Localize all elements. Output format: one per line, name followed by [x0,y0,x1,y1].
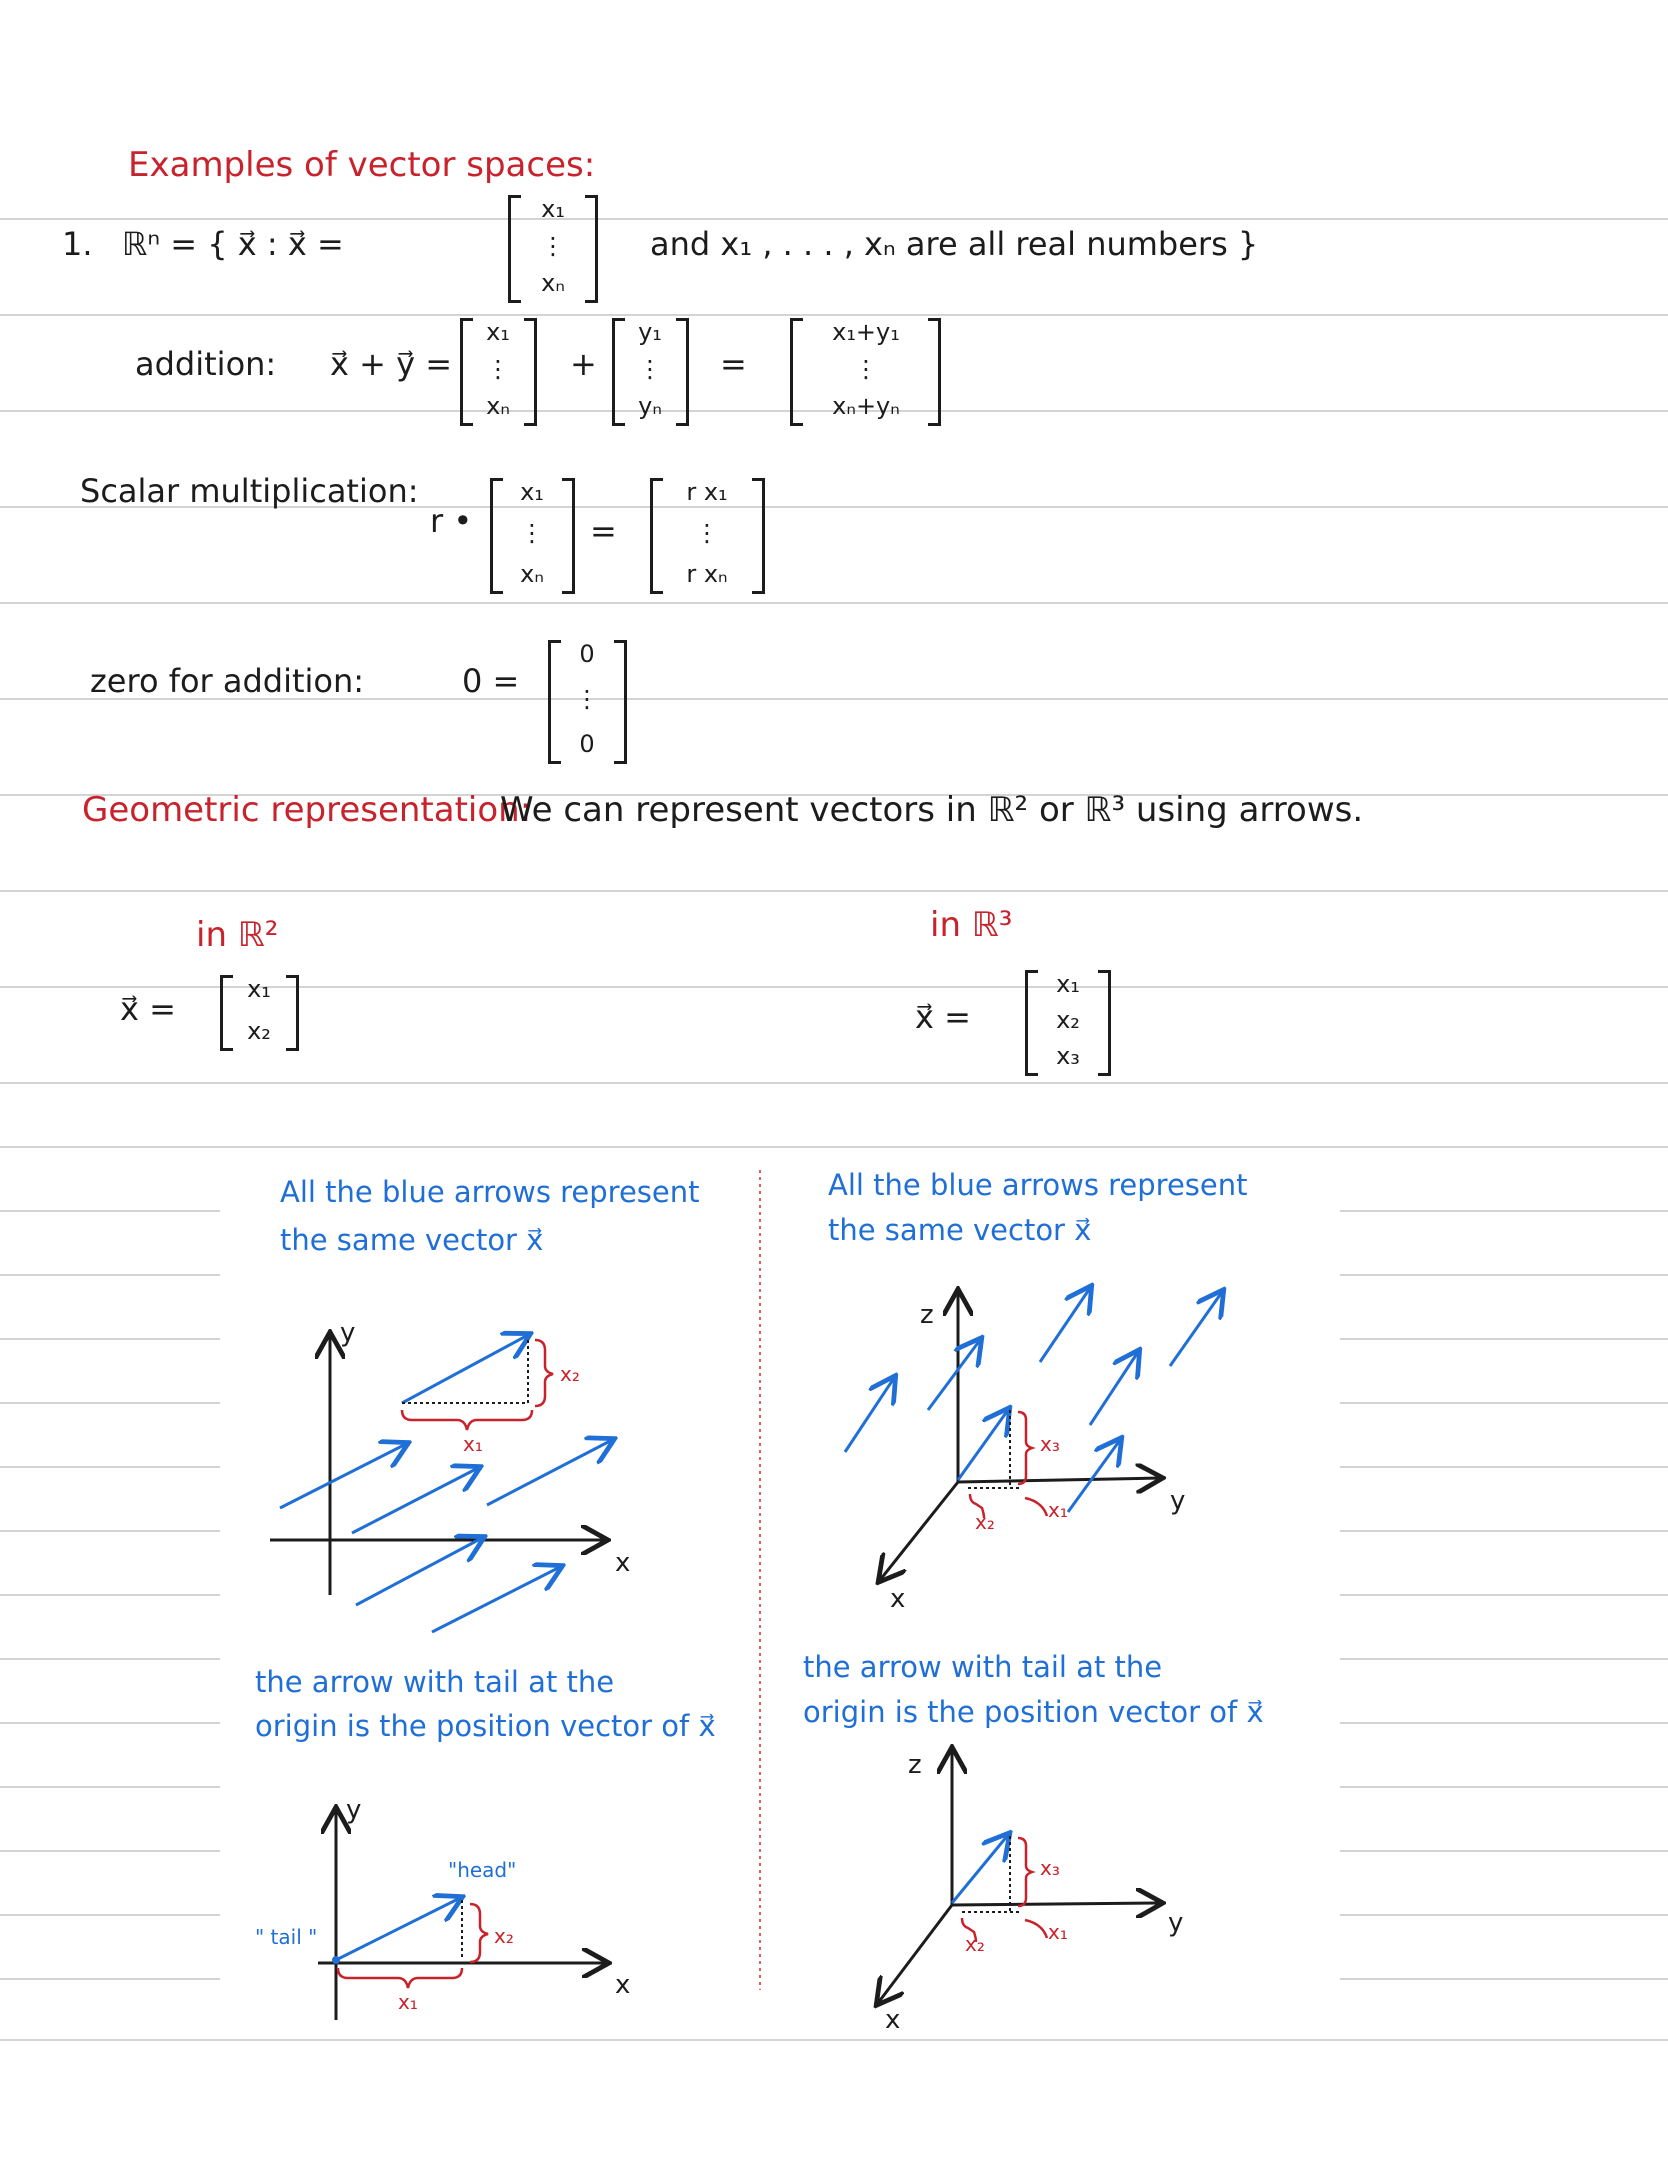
add-y-top: y₁ [638,318,662,346]
addition-label: addition: [135,345,277,383]
r3b-axis-x: x [885,2005,901,2035]
r3-label-x3: x₃ [1040,1432,1060,1456]
scalar-lhs: r • [430,502,473,540]
plus-sign: + [570,345,597,383]
geometric-text: We can represent vectors in ℝ² or ℝ³ using arrows. [500,790,1364,830]
label-x2: x₂ [560,1362,580,1386]
scalar-result-top: r x₁ [686,478,728,506]
r3b-label-x3: x₃ [1040,1856,1060,1880]
vector-bottom: xₙ [541,269,565,297]
zero-label: zero for addition: [90,662,365,700]
blue-arrow [958,1410,1008,1480]
r3-bottom: x₃ [1056,1042,1080,1070]
zero-dots: ⋮ [575,685,599,713]
r2-axis-y: y [340,1318,356,1348]
add-y-bottom: yₙ [638,392,662,420]
addition-lhs: x⃗ + y⃗ = [330,345,453,383]
r3-label-x2: x₂ [975,1510,995,1534]
item-number: 1. [62,225,93,263]
blue-arrow [1170,1292,1222,1366]
r2-bottom: x₂ [247,1017,271,1045]
r3-axis-z: z [920,1300,934,1330]
r3-axis-y: y [1170,1486,1186,1516]
r3b-label-x1: x₁ [1048,1920,1068,1944]
add-sum-bottom: xₙ+yₙ [832,392,900,420]
r2-top: x₁ [247,975,271,1003]
label-x1: x₁ [463,1432,483,1456]
add-y-dots: ⋮ [638,355,662,383]
add-x-top: x₁ [486,318,510,346]
blue-arrow [1090,1352,1138,1425]
right-note1-line1: All the blue arrows represent [828,1168,1248,1202]
equals-sign: = [720,345,747,383]
blue-arrow [928,1340,980,1410]
left-note1-line2: the same vector x⃗ [280,1223,544,1257]
zero-bottom: 0 [579,730,595,758]
r3b-label-x2: x₂ [965,1932,985,1956]
r3b-y-axis [952,1903,1160,1905]
blue-arrow [1068,1440,1120,1512]
right-note2-line1: the arrow with tail at the [803,1650,1163,1684]
add-x-bottom: xₙ [486,392,510,420]
left-note2-line2: origin is the position vector of x⃗ [255,1709,716,1743]
r2b-axis-y: y [346,1795,362,1825]
r3-top: x₁ [1056,970,1080,998]
vector-top: x₁ [541,195,565,223]
blue-arrow [845,1378,894,1452]
blue-arrow [1040,1288,1090,1362]
r3-label-x1: x₁ [1048,1498,1068,1522]
set-definition: ℝⁿ = { x⃗ : x⃗ = [122,225,344,263]
scalar-x-dots: ⋮ [520,519,544,547]
scalar-result-dots: ⋮ [695,519,719,547]
scalar-x-bottom: xₙ [520,560,544,588]
scalar-x-top: x₁ [520,478,544,506]
tail-label: " tail " [255,1925,318,1949]
r2-axis-x: x [615,1548,631,1578]
scalar-result-bottom: r xₙ [686,560,728,588]
r3-axis-x: x [890,1584,906,1614]
label2-x1: x₁ [398,1990,418,2014]
r3b-axis-y: y [1168,1908,1184,1938]
set-condition: and x₁ , . . . , xₙ are all real numbers } [650,225,1259,263]
right-note2-line2: origin is the position vector of x⃗ [803,1695,1264,1729]
right-note1-line2: the same vector x⃗ [828,1213,1092,1247]
r3b-axis-z: z [908,1750,922,1780]
r3-lhs: x⃗ = [915,998,971,1036]
add-sum-dots: ⋮ [854,355,878,383]
scalar-equals: = [590,512,617,550]
geometric-label: Geometric representation: [82,790,532,830]
add-sum-top: x₁+y₁ [832,318,900,346]
r3-heading: in ℝ³ [930,905,1013,945]
page-heading: Examples of vector spaces: [128,145,596,185]
position-vector-3d [952,1835,1008,1903]
head-label: "head" [448,1858,517,1882]
left-note2-line1: the arrow with tail at the [255,1665,615,1699]
add-x-dots: ⋮ [486,355,510,383]
r3-x-axis [880,1482,958,1580]
label2-x2: x₂ [494,1924,514,1948]
scalar-label: Scalar multiplication: [80,472,419,510]
r2-heading: in ℝ² [196,915,279,955]
r3-middle: x₂ [1056,1006,1080,1034]
r2-lhs: x⃗ = [120,990,176,1028]
r3b-x-axis [878,1905,952,2003]
zero-top: 0 [579,640,595,668]
r3-y-axis [958,1478,1160,1482]
zero-lhs: 0 = [462,662,520,700]
vector-dots: ⋮ [541,232,565,260]
r2b-axis-x: x [615,1970,631,2000]
left-note1-line1: All the blue arrows represent [280,1175,700,1209]
